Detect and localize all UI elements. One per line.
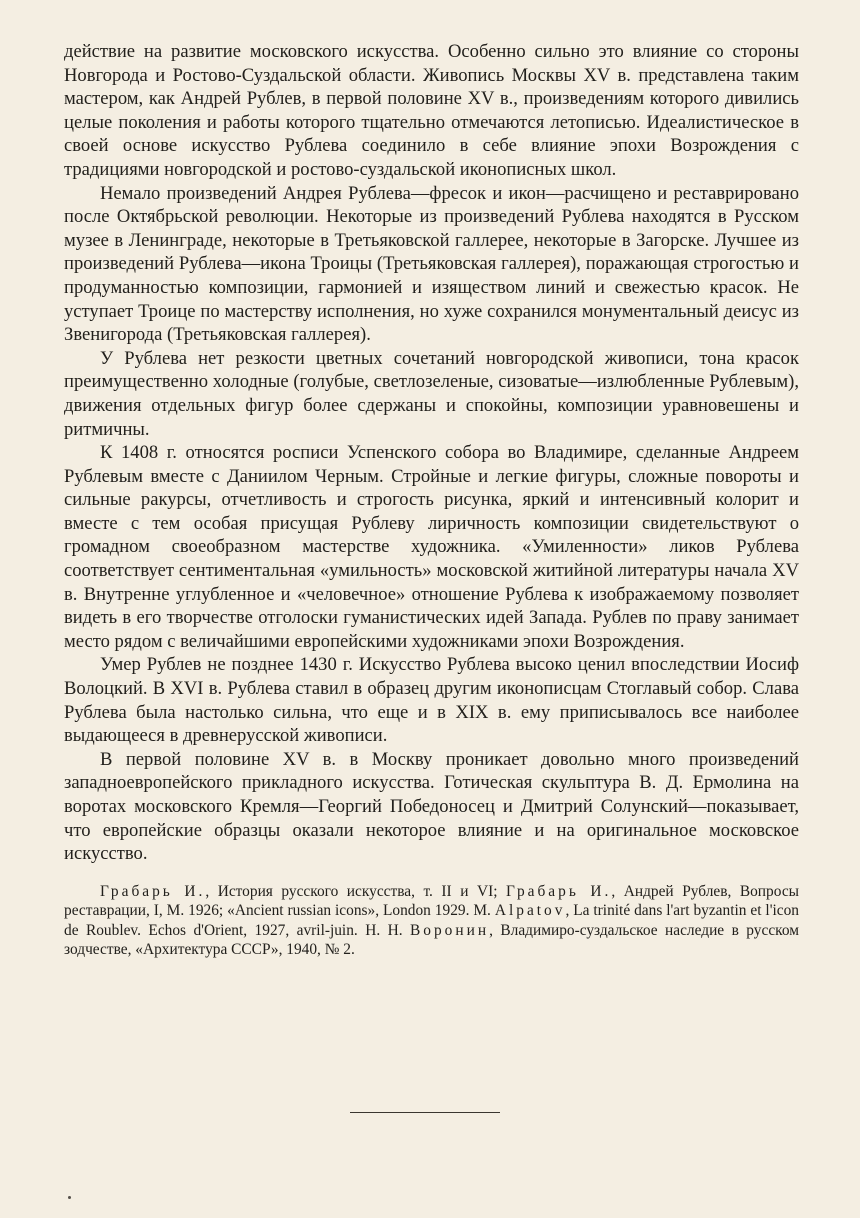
paragraph: У Рублева нет резкости цветных сочетаний новгородской живописи, тона красок преимущественно холодные (голубые, светлозеленые, сизоватые—излюбленные Рублевым), движения отдельных фигур более сдержаны и спокойны, композиции уравновешены и ритмичны. xyxy=(64,347,799,440)
ref-author: Грабарь И. xyxy=(506,882,612,900)
page-body-text xyxy=(64,40,799,975)
section-divider-rule xyxy=(350,1112,500,1113)
bibliography-note xyxy=(64,882,799,960)
paragraph: Немало произведений Андрея Рублева—фресок и икон—расчищено и реставрировано после Октябрьской революции. Некоторые из произведений Рублева находятся в Русском музее в Ленинграде, некоторые в Третьяковской галлерее, некоторые в Загорске. Лучшее из произведений Рублева—икона Троицы (Третьяковская галлерея), поражающая строгостью и продуманностью композиции, гармонией и изяществом линий и свежестью красок. Не уступает Троице по мастерству исполнения, но хуже сохранился монументальный деисус из Звенигорода (Третьяковская галлерея). xyxy=(64,182,799,346)
paragraph-continued: действие на развитие московского искусства. Особенно сильно это влияние со стороны Новгорода и Ростово-Суздальской области. Живопись Москвы XV в. представлена таким мастером, как Андрей Рублев, в первой половине XV в., произведениям которого дивились целые поколения и работы которого тщательно отмечаются летописью. Идеалистическое в своей основе искусство Рублева соединило в себе влияние эпохи Возрождения с традициями новгородской и ростово-суздальской иконописных школ. xyxy=(64,41,799,180)
ref-author: Воронин xyxy=(410,921,490,939)
paragraph: В первой половине XV в. в Москву проникает довольно много произведений западноевропейского прикладного искусства. Готическая скульптура В. Д. Ермолина на воротах московского Кремля—Георгий Победоносец и Дмитрий Солунский—показывает, что европейские образцы оказали некоторое влияние и на оригинальное московское искусство. xyxy=(64,748,799,865)
ref-author: Alpatov xyxy=(494,902,566,920)
paragraph: Умер Рублев не позднее 1430 г. Искусство Рублева высоко ценил впоследствии Иосиф Волоцкий. В XVI в. Рублева ставил в образец другим иконописцам Стоглавый собор. Слава Рублева была настолько сильна, что еще и в XIX в. ему приписывалось все наиболее выдающееся в древнерусской живописи. xyxy=(64,654,799,747)
ref-text: , История русского искусства, т. II и VI; xyxy=(205,882,498,900)
paragraph: К 1408 г. относятся росписи Успенского собора во Владимире, сделанные Андреем Рублевым вместе с Даниилом Черным. Стройные и легкие фигуры, сложные повороты и сильные ракурсы, отчетливость и строгость рисунка, яркий и интенсивный колорит и вместе с тем особая присущая Рублеву лиричность композиции свидетельствуют о громадном своеобразном мастерстве художника. «Умиленности» ликов Рублева соответствует сентиментальная «умильность» московской житийной литературы начала XV в. Внутренне углубленное и «человечное» отношение Рублева к изображаемому позволяет видеть в его творчестве отголоски гуманистических идей Запада. Рублев по праву занимает место рядом с величайшими европейскими художниками эпохи Возрождения. xyxy=(64,442,799,652)
ref-text: , La trinité dans l'art byzantin et l'icon de Roublev. Echos d'Orient, 1927, avril-juin. Н. Н. xyxy=(64,902,799,939)
ref-author: Грабарь И. xyxy=(100,882,206,900)
paper-speck xyxy=(68,1196,71,1199)
ref-text: , Владимиро-суздальское наследие в русском зодчестве, «Архитектура СССР», 1940, № 2. xyxy=(64,921,799,958)
ref-text: , Андрей Рублев, Вопросы реставрации, I, М. 1926; «Ancient russian icons», London 1929. M. xyxy=(64,882,799,920)
